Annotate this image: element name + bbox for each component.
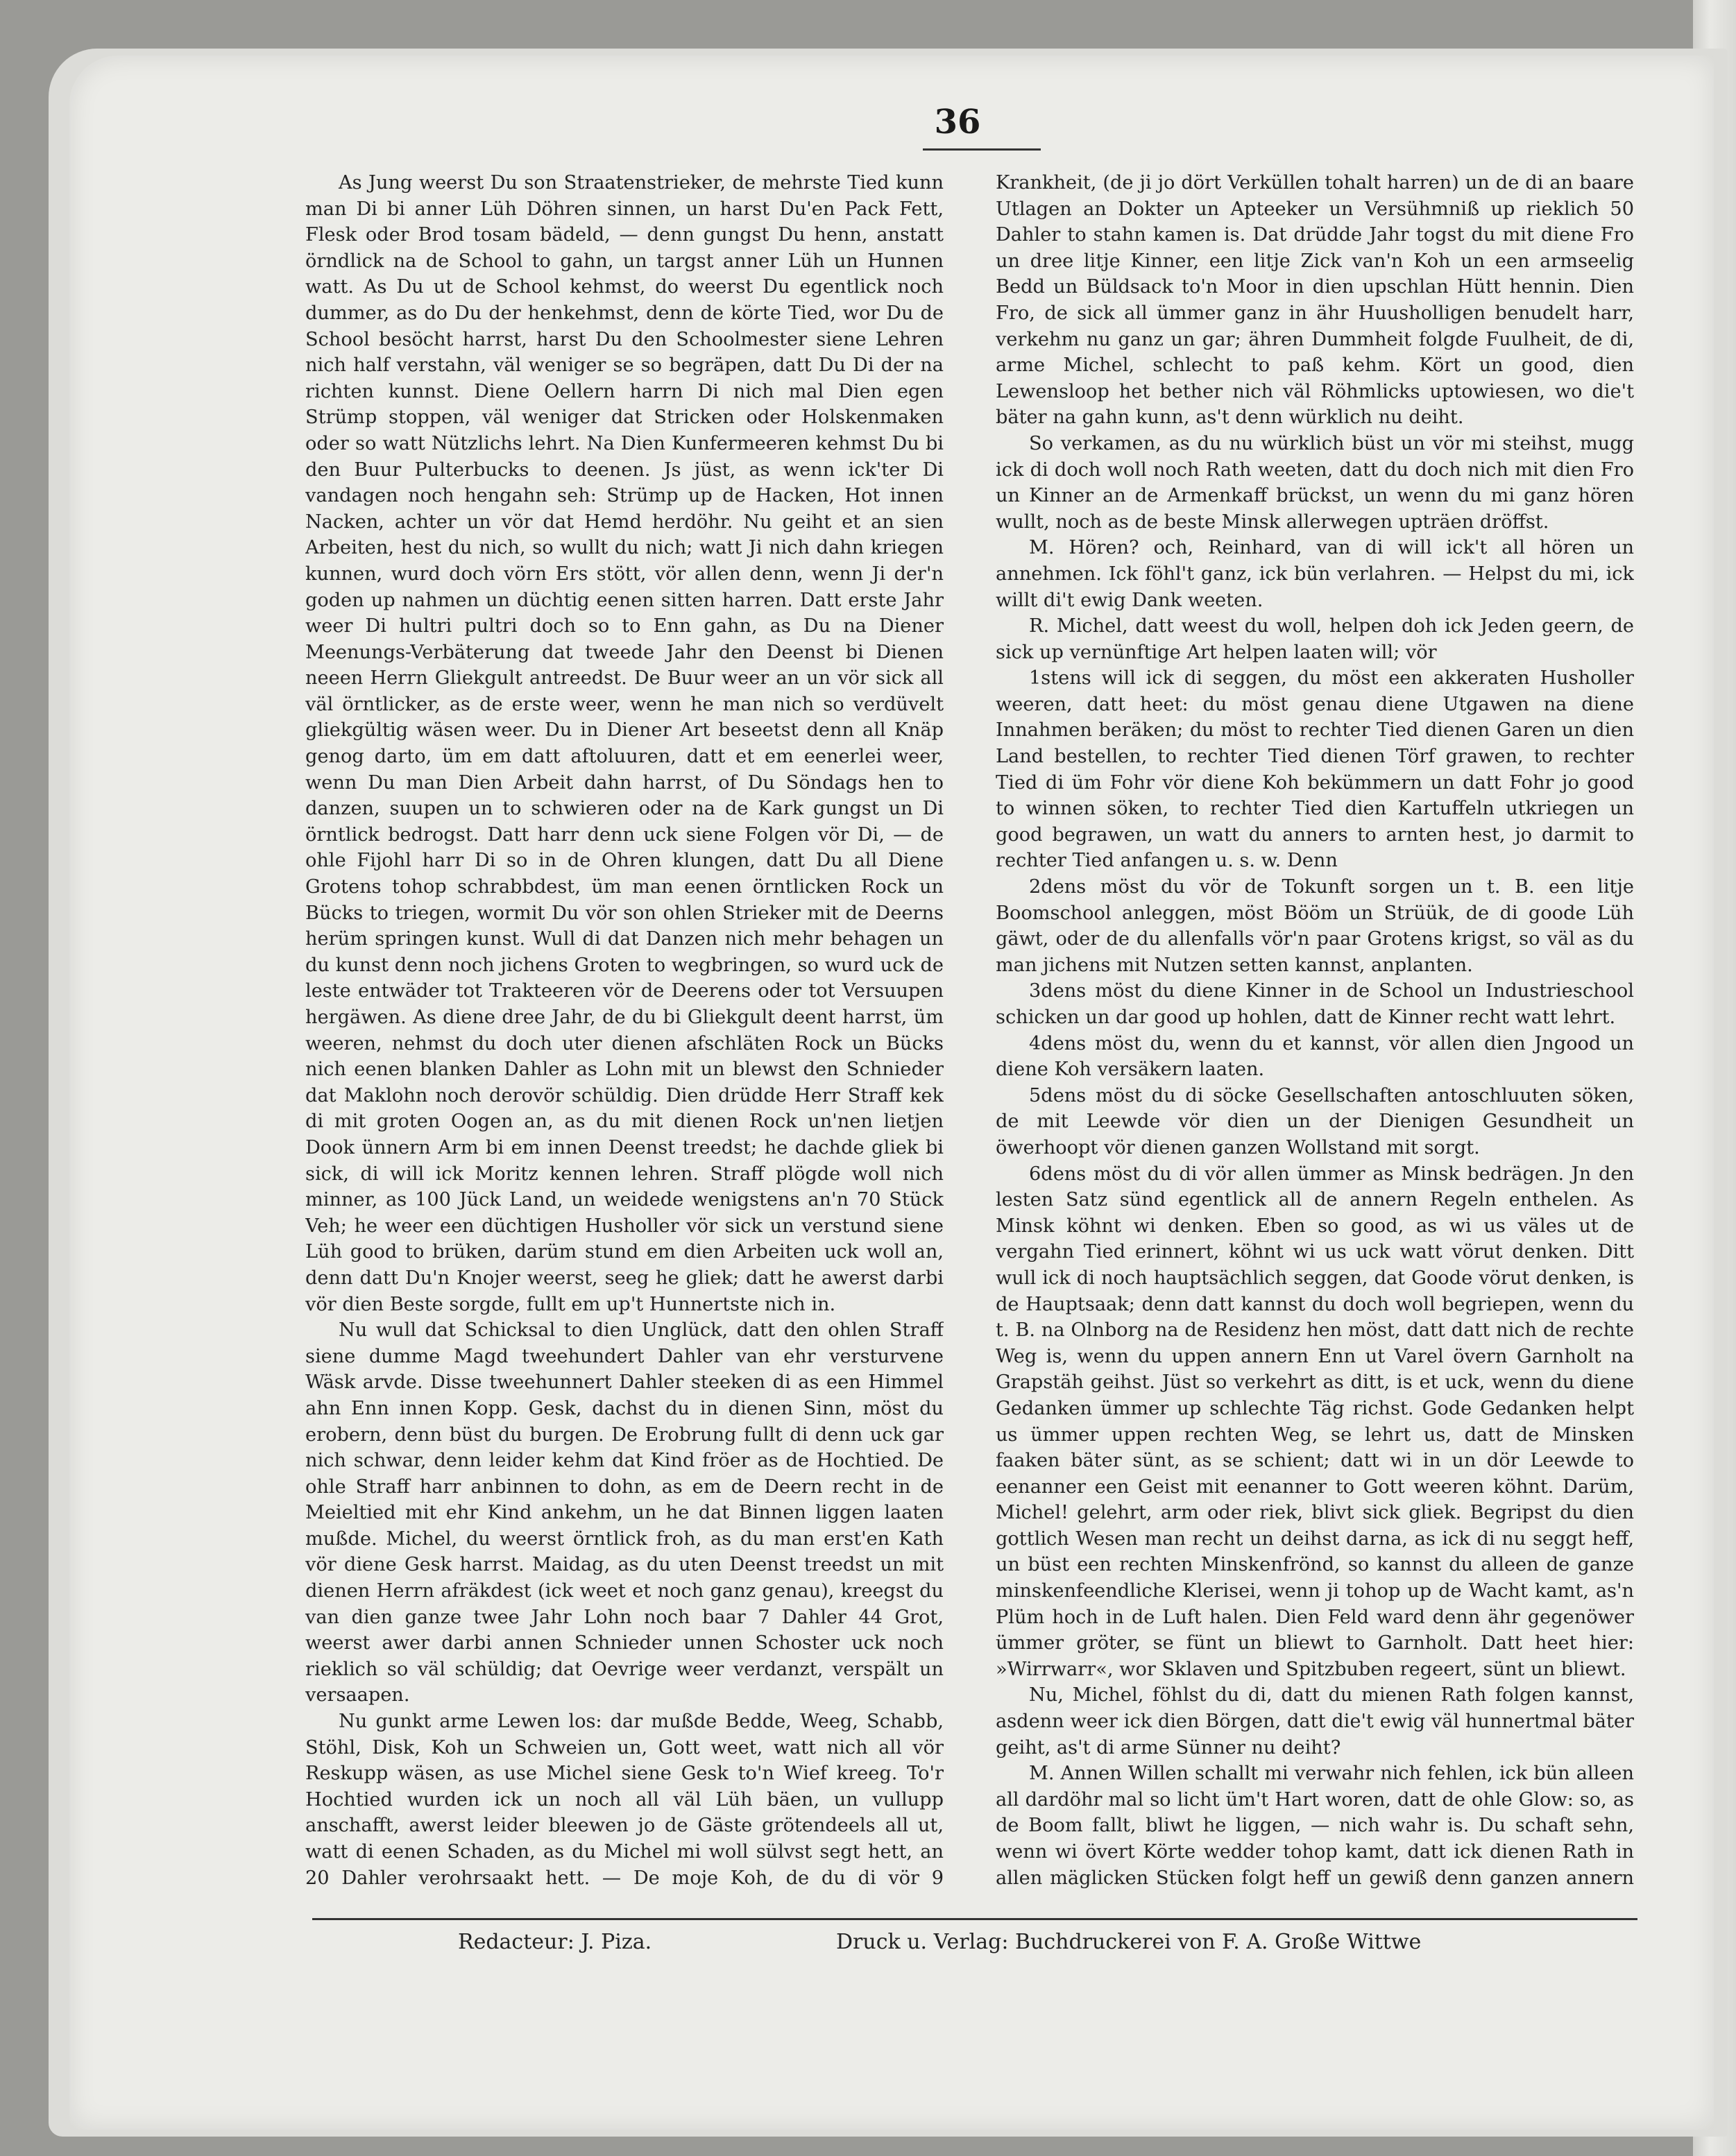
advice-item: 3dens möst du diene Kinner in de School un Industrieschool schicken un dar good up hohlen, datt de Kinner recht watt lehrt. bbox=[996, 980, 1634, 1028]
editor-credit: Redacteur: J. Piza. bbox=[458, 1930, 652, 1954]
paragraph: Nu, Michel, föhlst du di, datt du mienen Rath folgen kannst, asdenn weer ick dien Börgen, datt die't ewig väl hunnertmal bäter geiht, as't di arme Sünner nu deiht? bbox=[996, 1684, 1634, 1759]
footer-rule bbox=[312, 1918, 1637, 1920]
advice-item: 5dens möst du di söcke Gesellschaften antoschluuten söken, de mit Leewde vör dien un der Dienigen Gesundheit un öwerhoopt vör dienen ganzen Wollstand mit sorgt. bbox=[996, 1084, 1634, 1158]
paragraph: So verkamen, as du nu würklich büst un vör mi steihst, mugg ick di doch woll noch Rath weeten, datt du doch nich mit dien Fro un Kinner an de Armenkaff brückst, un wenn du mi ganz hören wullt, noch as de beste Minsk allerwegen upträen dröffst. bbox=[996, 432, 1634, 533]
left-column bbox=[305, 170, 944, 1890]
paragraph: Krankheit, (de ji jo dört Verküllen tohalt harren) un de di an baare Utlagen an Dokter un Apteeker un Versühmniß up rieklich 50 Dahler to stahn kamen is. Dat drüdde Jahr togst du mit diene Fro un dree litje Kinner, een litje Zick van'n Koh un een armseelig Bedd un Büldsack to'n Moor in dien upschlan Hütt hennin. Dien Fro, de sick all ümmer ganz in ähr Huusholligen benudelt harr, verkehm nu ganz un gar; ähren Dummheit folgde Fuulheit, de di, arme Michel, schlecht to paß kehm. Kört un good, dien Lewensloop het bether nich väl Röhmlicks uptowiesen, wo die't bäter na gahn kunn, as't denn würklich nu deiht. bbox=[996, 172, 1634, 429]
paragraph: M. Hören? och, Reinhard, van di will ick't all hören un annehmen. Ick föhl't ganz, ick bün verlahren. — Helpst du mi, ick willt di't ewig Dank weeten. bbox=[996, 537, 1634, 611]
page-number-rule bbox=[923, 148, 1041, 151]
advice-item: 6dens möst du di vör allen ümmer as Minsk bedrägen. Jn den lesten Satz sünd egentlick all de annern Regeln enthelen. As Minsk köhnt wi denken. Eben so good, as wi us väles ut de vergahn Tied erinnert, köhnt wi us uck watt vörut denken. Ditt wull ick di noch hauptsächlich seggen, dat Goode vörut denken, is de Hauptsaak; denn datt kannst du doch woll begriepen, wenn du t. B. na Olnborg na de Residenz hen möst, datt datt nich de rechte Weg is, wenn du uppen annern Enn ut Varel övern Garnholt na Grapstäh geihst. Jüst so verkehrt as ditt, is et uck, wenn du diene Gedanken ümmer up schlechte Täg richst. Gode Gedanken helpt us ümmer uppen rechten Weg, se lehrt us, datt de Minsken faaken bäter sünt, as se schient; datt wi in un dör Leewde to eenanner een Geist mit eenanner to Gott weeren köhnt. Darüm, Michel! gelehrt, arm oder riek, blivt sick gliek. Begripst du dien gottlich Wesen man recht un deihst darna, as ick di nu seggt heff, un büst een rechten Minskenfrönd, so kannst du alleen de ganze minskenfeendliche Klerisei, wenn ji tohop up de Wacht kamt, as'n Plüm hoch in de Luft halen. Dien Feld ward denn ähr gegenöwer ümmer gröter, se fünt un bliewt to Garnholt. Datt heet hier: »Wirrwarr«, wor Sklaven und Spitzbuben regeert, sünt un bliewt. bbox=[996, 1163, 1634, 1680]
advice-list bbox=[996, 665, 1634, 1682]
paragraph: M. Annen Willen schallt mi verwahr nich fehlen, ick bün alleen all dardöhr mal so licht üm't Hart woren, datt de ohle Glow: so, as de Boom fallt, bliwt he liggen, — nich wahr is. Du schaft sehn, wenn wi övert Körte wedder tohop kamt, datt ick dienen Rath in allen mäglicken Stücken folgt heff un gewiß denn ganzen annern bbox=[996, 1763, 1634, 1889]
right-column bbox=[996, 170, 1634, 1890]
advice-item: 2dens möst du vör de Tokunft sorgen un t. B. een litje Boomschool anleggen, möst Bööm un Strüük, de di goode Lüh gäwt, oder de du allenfalls vör'n paar Grotens krigst, so väl as du man jichens mit Nutzen setten kannst, anplanten. bbox=[996, 876, 1634, 976]
page-number: 36 bbox=[934, 103, 981, 142]
paragraph: Nu wull dat Schicksal to dien Unglück, datt den ohlen Straff siene dumme Magd tweehundert Dahler van ehr versturvene Wäsk arvde. Disse tweehunnert Dahler steeken di as een Himmel ahn Enn innen Kopp. Gesk, dachst du in dienen Sinn, möst du erobern, denn büst du burgen. De Erobrung fullt di denn uck gar nich schwar, denn leider kehm dat Kind fröer as de Hochtied. De ohle Straff harr anbinnen to dohn, as em de Deern recht in de Meieltied mit ehr Kind ankehm, un he dat Binnen liggen laaten mußde. Michel, du weerst örntlick froh, as du man erst'en Kath vör diene Gesk harrst. Maidag, as du uten Deenst treedst un mit dienen Herrn afräkdest (ick weet et noch ganz genau), kreegst du van dien ganze twee Jahr Lohn noch baar 7 Dahler 44 Grot, weerst awer darbi annen Schnieder unnen Schoster uck noch rieklich so väl schüldig; dat Oevrige weer verdanzt, verspält un versaapen. bbox=[305, 1319, 944, 1706]
paragraph: R. Michel, datt weest du woll, helpen doh ick Jeden geern, de sick up vernünftige Art helpen laaten will; vör bbox=[996, 615, 1634, 663]
paragraph: As Jung weerst Du son Straatenstrieker, de mehrste Tied kunn man Di bi anner Lüh Döhren sinnen, un harst Du'en Pack Fett, Flesk oder Brod tosam bädeld, — denn gungst Du henn, anstatt örndlick na de School to gahn, un targst anner Lüh un Hunnen watt. As Du ut de School kehmst, do weerst Du egentlick noch dummer, as do Du der henkehmst, denn de körte Tied, wor Du de School besöcht harrst, harst Du den Schoolmester siene Lehren nich half verstahn, väl weniger se so begräpen, datt Du Di der na richten kunnst. Diene Oellern harrn Di nich mal Dien egen Strümp stoppen, väl weniger dat Stricken oder Holskenmaken oder so watt Nützlichs lehrt. Na Dien Kunfermeeren kehmst Du bi den Buur Pulterbucks to deenen. Js jüst, as wenn ick'ter Di vandagen noch hengahn seh: Strümp up de Hacken, Hot innen Nacken, achter un vör dat Hemd herdöhr. Nu geiht et an sien Arbeiten, hest du nich, so wullt du nich; watt Ji nich dahn kriegen kunnen, wurd doch vörn Ers stött, vör allen denn, wenn Ji der'n goden up nahmen un düchtig eenen sitten harren. Datt erste Jahr weer Di hultri pultri doch so to Enn gahn, as Du na Diener Meenungs-Verbäterung dat tweede Jahr den Deenst bi Dienen neeen Herrn Gliekgult antreedst. De Buur weer an un vör sick all väl örntlicker, as de erste weer, wenn he man nich so verdüvelt gliekgültig wäsen weer. Du in Diener Art beseetst denn all Knäp genog darto, üm em datt aftoluuren, datt et em eenerlei weer, wenn Du man Dien Arbeit dahn harrst, of Du Söndags hen to danzen, suupen un to schwieren oder na de Kark gungst un Di örntlick bedrogst. Datt harr denn uck siene Folgen vör Di, — de ohle Fijohl harr Di so in de Ohren klungen, datt Du all Diene Grotens tohop schrabbdest, üm man eenen örntlicken Rock un Bücks to triegen, wormit Du vör son ohlen Strieker mit de Deerns herüm springen kunst. Wull di dat Danzen nich mehr behagen un du kunst denn noch jichens Groten to wegbringen, so wurd uck de leste entwäder tot Trakteeren vör de Deerens oder tot Versuupen hergäwen. As diene dree Jahr, de du bi Gliekgult deent harrst, üm weeren, nehmst du doch uter dienen afschläten Rock un Bücks nich eenen blanken Dahler as Lohn mit un blewst den Schnieder dat Maklohn noch derovör schüldig. Dien drüdde Herr Straff kek di mit groten Oogen an, as du mit dienen Rock un'nen lietjen Dook ünnern Arm bi em innen Deenst treedst; he dachde gliek bi sick, di will ick Moritz kennen lehren. Straff plögde woll nich minner, as 100 Jück Land, un weidede wenigstens an'n 70 Stück Veh; he weer een düchtigen Husholler vör sick un verstund siene Lüh good to brüken, darüm stund em dien Arbeiten uck woll an, denn datt Du'n Knojer weerst, seeg he gliek; datt he awerst darbi vör dien Beste sorgde, fullt em up't Hunnertste nich in. bbox=[305, 172, 944, 1315]
advice-item: 1stens will ick di seggen, du möst een akkeraten Husholler weeren, datt heet: du möst genau diene Utgawen na diene Innahmen beräken; du möst to rechter Tied dienen Garen un dien Land bestellen, to rechter Tied dienen Törf grawen, to rechter Tied di üm Fohr vör diene Koh bekümmern un datt Fohr jo good to winnen söken, to rechter Tied dien Kartuffeln utkriegen un good begrawen, un watt du anners to arnten hest, jo darmit to rechter Tied anfangen u. s. w. Denn bbox=[996, 667, 1634, 872]
paragraph: Nu gunkt arme Lewen los: dar mußde Bedde, Weeg, Schabb, Stöhl, Disk, Koh un Schweien un, Gott weet, watt nich all vör Reskupp wäsen, as use Michel siene Gesk to'n Wief kreeg. To'r Hochtied wurden ick un noch all väl Lüh bäen, un vullupp anschafft, awerst leider bleewen jo de Gäste grötendeels all ut, watt di eenen Schaden, as du Michel mi woll sülvst segt hett, an 20 Dahler verohrsaakt hett. — De moje Koh, de du di vör 9 bbox=[305, 1711, 944, 1889]
printer-credit: Druck u. Verlag: Buchdruckerei von F. A. Große Wittwe bbox=[836, 1930, 1422, 1954]
advice-item: 4dens möst du, wenn du et kannst, vör allen dien Jngood un diene Koh versäkern laaten. bbox=[996, 1032, 1634, 1081]
